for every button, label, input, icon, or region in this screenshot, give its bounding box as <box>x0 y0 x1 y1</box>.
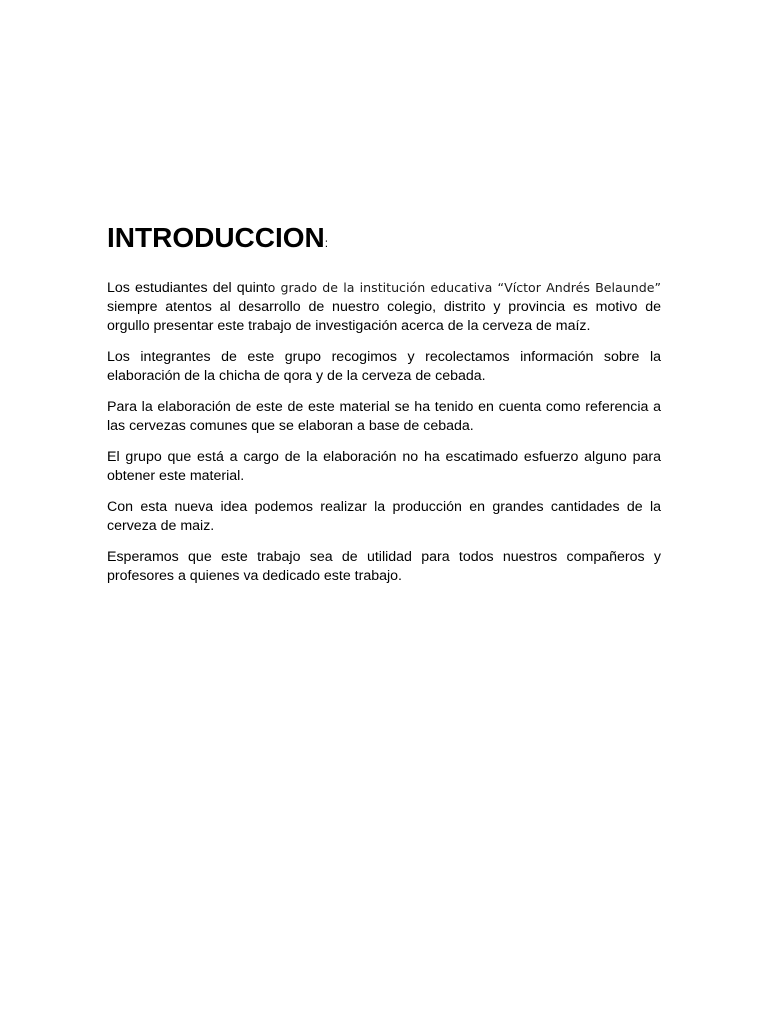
title-colon: : <box>324 236 329 250</box>
paragraph-2: Los integrantes de este grupo recogimos y recolectamos información sobre la elaboración de la chicha de qora y de la cerveza de cebada. <box>107 349 661 384</box>
paragraph-4: El grupo que está a cargo de la elaboración no ha escatimado esfuerzo alguno para obtener este material. <box>107 449 661 484</box>
document-body <box>107 218 661 598</box>
title-text: INTRODUCCION <box>107 222 325 253</box>
paragraph-1-text: siempre atentos al desarrollo de nuestro colegio, distrito y provincia es motivo de orgullo presentar este trabajo de investigación acerca de la cerveza de maíz. <box>107 299 661 334</box>
page-title <box>107 218 661 263</box>
paragraph-1 <box>107 278 661 336</box>
paragraph-1-school-name: o grado de la institución educativa “Víctor Andrés Belaunde” <box>267 280 661 295</box>
paragraph-1-lead: Los estudiantes del quint <box>107 280 268 296</box>
paragraph-5: Con esta nueva idea podemos realizar la producción en grandes cantidades de la cerveza de maiz. <box>107 499 661 534</box>
paragraph-3: Para la elaboración de este de este material se ha tenido en cuenta como referencia a las cervezas comunes que se elaboran a base de cebada. <box>107 399 661 434</box>
paragraph-6: Esperamos que este trabajo sea de utilidad para todos nuestros compañeros y profesores a quienes va dedicado este trabajo. <box>107 549 661 584</box>
